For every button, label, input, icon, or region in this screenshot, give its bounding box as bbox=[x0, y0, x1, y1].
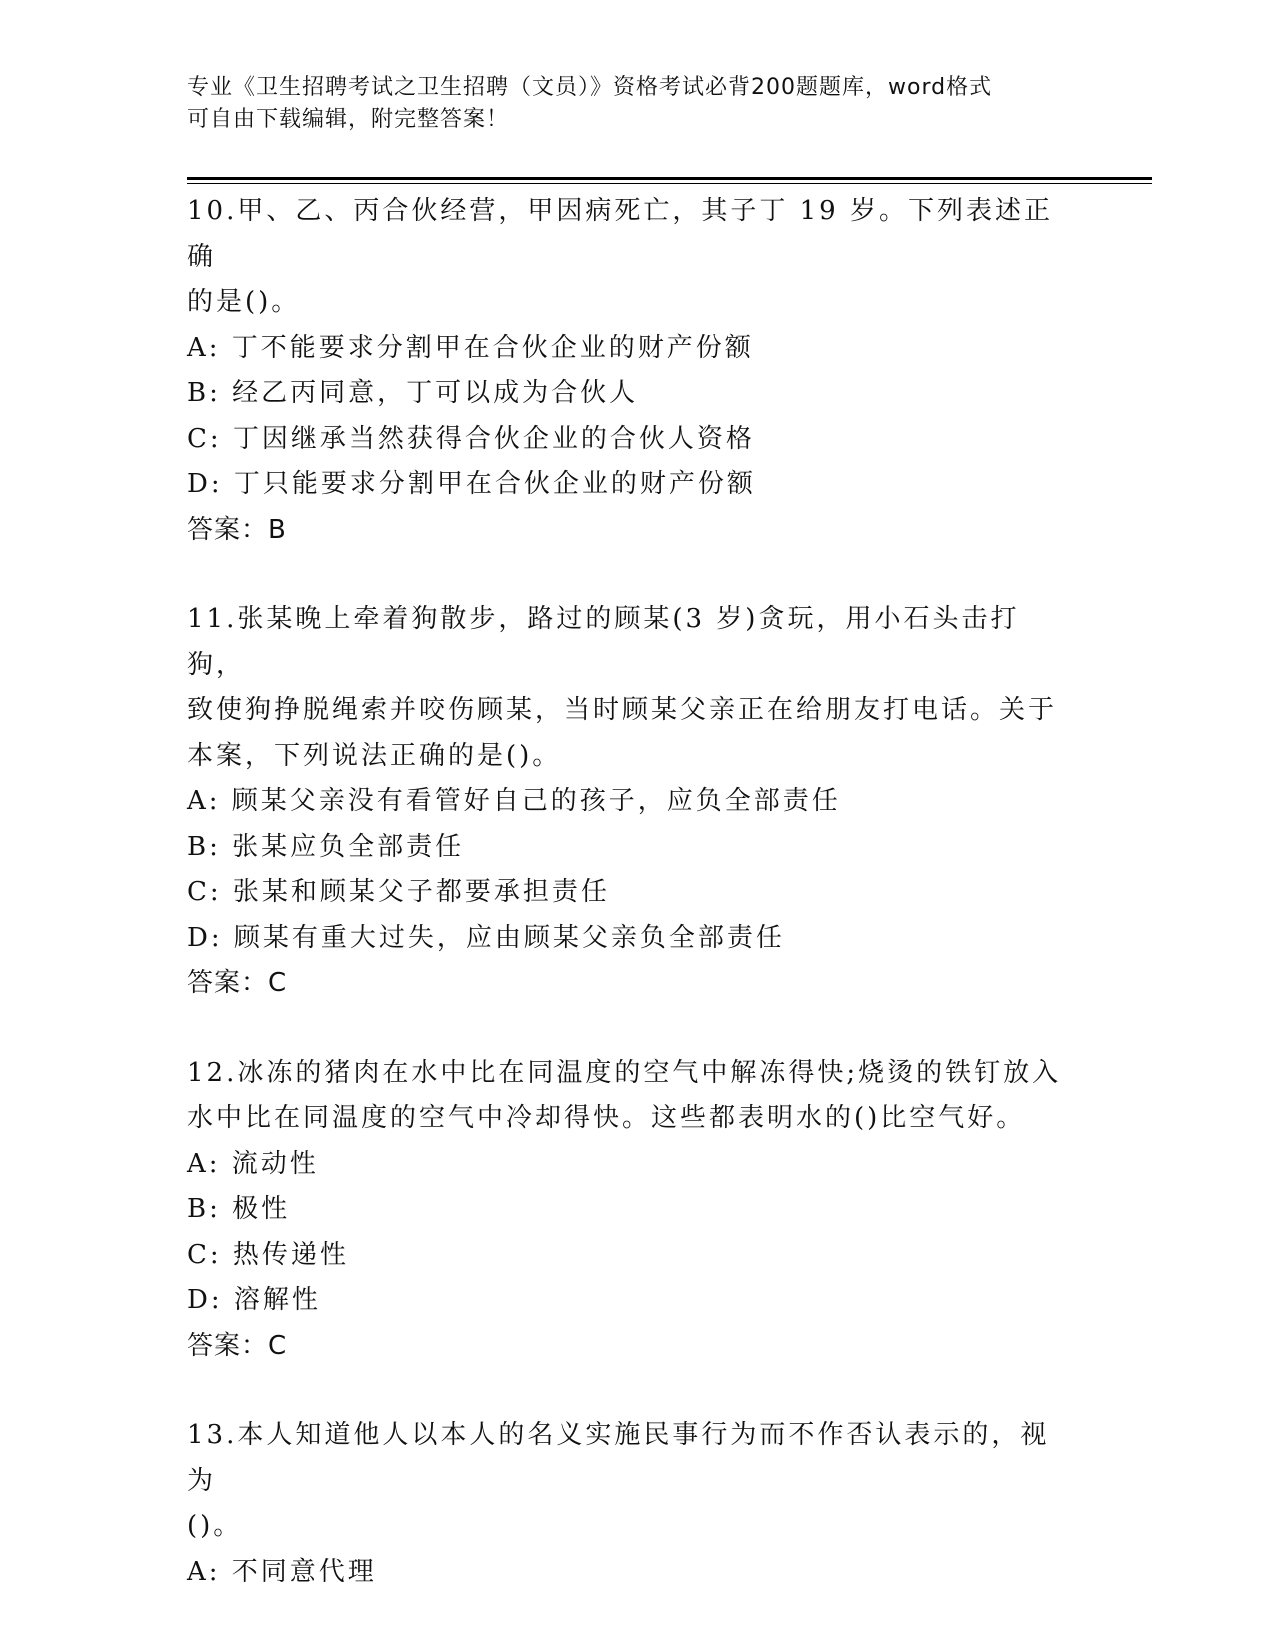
option-a: A: 顾某父亲没有看管好自己的孩子，应负全部责任 bbox=[187, 786, 841, 816]
question-text-line: 水中比在同温度的空气中冷却得快。这些都表明水的()比空气好。 bbox=[187, 1103, 1026, 1133]
question-text-line: 本案，下列说法正确的是()。 bbox=[187, 740, 562, 771]
question-10 bbox=[187, 189, 1067, 553]
option-c: C: 张某和顾某父子都要承担责任 bbox=[187, 877, 610, 907]
option-a: A: 流动性 bbox=[187, 1148, 319, 1179]
answer-line: 答案：C bbox=[187, 968, 288, 998]
header-divider-thin bbox=[187, 183, 1152, 184]
header-divider-thick bbox=[187, 177, 1152, 180]
question-text-line: ()。 bbox=[187, 1511, 243, 1541]
question-13 bbox=[187, 1413, 1067, 1595]
answer-line: 答案：B bbox=[187, 514, 287, 545]
document-header bbox=[187, 72, 1067, 136]
question-spacer bbox=[187, 1007, 1067, 1051]
question-spacer bbox=[187, 1369, 1067, 1413]
question-text-line: 13.本人知道他人以本人的名义实施民事行为而不作否认表示的，视为 bbox=[187, 1420, 1050, 1496]
question-text-line: 12.冰冻的猪肉在水中比在同温度的空气中解冻得快;烧烫的铁钉放入 bbox=[187, 1057, 1062, 1088]
question-12 bbox=[187, 1051, 1067, 1370]
header-line-1: 专业《卫生招聘考试之卫生招聘（文员）》资格考试必背200题题库，word格式 bbox=[187, 75, 993, 100]
question-spacer bbox=[187, 553, 1067, 597]
question-text-line: 的是()。 bbox=[187, 287, 301, 317]
option-b: B: 张某应负全部责任 bbox=[187, 831, 465, 862]
question-list bbox=[187, 189, 1067, 1595]
option-d: D: 顾某有重大过失，应由顾某父亲负全部责任 bbox=[187, 922, 785, 953]
option-d: D: 溶解性 bbox=[187, 1285, 321, 1315]
option-a: A: 丁不能要求分割甲在合伙企业的财产份额 bbox=[187, 332, 754, 363]
question-11 bbox=[187, 597, 1067, 1007]
option-b: B: 极性 bbox=[187, 1194, 291, 1224]
option-d: D: 丁只能要求分割甲在合伙企业的财产份额 bbox=[187, 469, 756, 499]
question-text-line: 10.甲、乙、丙合伙经营，甲因病死亡，其子丁 19 岁。下列表述正确 bbox=[187, 196, 1053, 272]
option-b: B: 经乙丙同意，丁可以成为合伙人 bbox=[187, 378, 639, 408]
option-a: A: 不同意代理 bbox=[187, 1556, 377, 1587]
option-c: C: 丁因继承当然获得合伙企业的合伙人资格 bbox=[187, 423, 755, 454]
question-text-line: 致使狗挣脱绳索并咬伤顾某，当时顾某父亲正在给朋友打电话。关于 bbox=[187, 695, 1058, 725]
option-c: C: 热传递性 bbox=[187, 1239, 349, 1270]
answer-line: 答案：C bbox=[187, 1330, 288, 1361]
header-line-2: 可自由下载编辑，附完整答案！ bbox=[187, 107, 510, 132]
question-text-line: 11.张某晚上牵着狗散步，路过的顾某(3 岁)贪玩，用小石头击打狗， bbox=[187, 604, 1020, 680]
